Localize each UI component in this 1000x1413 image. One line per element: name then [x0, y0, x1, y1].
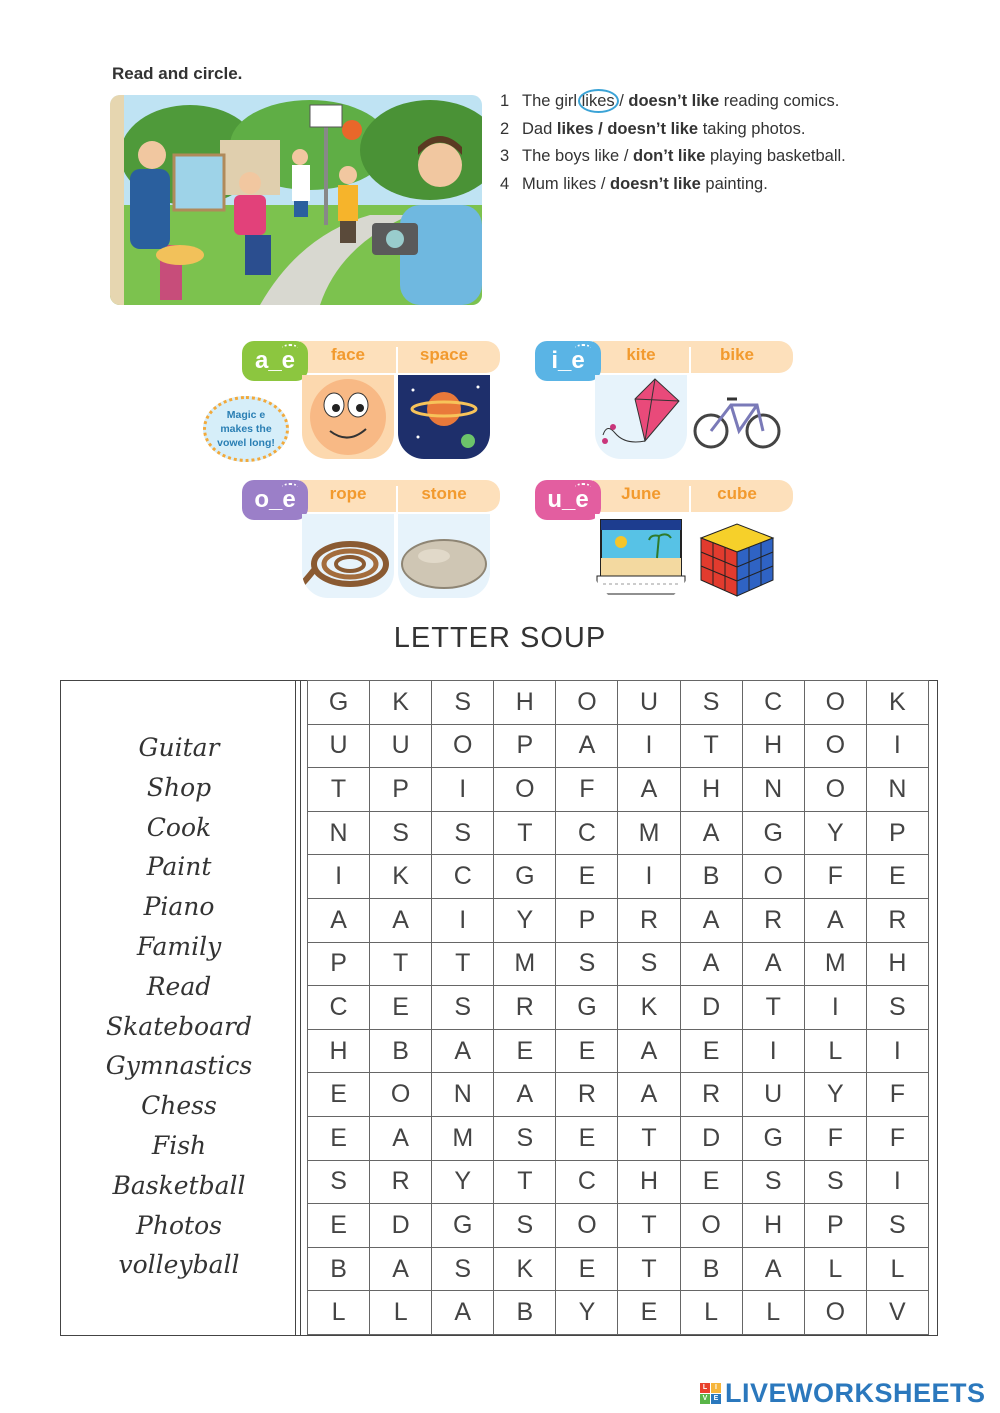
grid-cell[interactable]: L	[804, 1247, 866, 1291]
grid-cell[interactable]: O	[432, 724, 494, 768]
stone-picture	[398, 514, 490, 598]
grid-cell[interactable]: T	[494, 811, 556, 855]
grid-cell[interactable]: S	[494, 1116, 556, 1160]
grid-cell[interactable]: A	[494, 1073, 556, 1117]
grid-cell[interactable]: H	[680, 768, 742, 812]
badge-u-e: u_e	[535, 480, 601, 520]
choice-likes-2[interactable]: likes	[556, 119, 594, 138]
grid-cell[interactable]: E	[556, 855, 618, 899]
grid-cell[interactable]: I	[866, 1160, 928, 1204]
word-list-item: Fish	[151, 1130, 207, 1160]
grid-cell[interactable]: S	[556, 942, 618, 986]
grid-cell[interactable]: B	[680, 1247, 742, 1291]
grid-cell[interactable]: H	[308, 1029, 370, 1073]
grid-cell[interactable]: U	[308, 724, 370, 768]
word-list-item: Piano	[143, 892, 215, 922]
choice-like-3[interactable]: like	[594, 147, 620, 165]
grid-cell[interactable]: R	[618, 898, 680, 942]
magic-e-note: Magic e makes the vowel long!	[203, 396, 289, 462]
word-cube: cube	[717, 484, 757, 503]
grid-cell[interactable]: C	[432, 855, 494, 899]
word-bike: bike	[719, 345, 755, 364]
grid-cell[interactable]: I	[432, 768, 494, 812]
grid-cell[interactable]: V	[866, 1291, 928, 1335]
grid-cell[interactable]: S	[370, 811, 432, 855]
grid-cell[interactable]: I	[866, 724, 928, 768]
park-scene-illustration	[110, 95, 482, 305]
grid-cell[interactable]: T	[618, 1247, 680, 1291]
word-list-item: Gymnastics	[105, 1051, 253, 1081]
grid-cell[interactable]: F	[556, 768, 618, 812]
grid-cell[interactable]: S	[618, 942, 680, 986]
grid-cell[interactable]: R	[370, 1160, 432, 1204]
grid-cell[interactable]: N	[866, 768, 928, 812]
grid-cell[interactable]: S	[866, 986, 928, 1030]
grid-row	[308, 681, 929, 725]
grid-cell[interactable]: P	[804, 1204, 866, 1248]
grid-cell[interactable]: E	[556, 1247, 618, 1291]
choice-likes-4[interactable]: likes	[563, 174, 597, 193]
grid-cell[interactable]: D	[680, 1116, 742, 1160]
logo-block: I	[711, 1383, 721, 1393]
grid-cell[interactable]: E	[494, 1029, 556, 1073]
grid-cell[interactable]: Y	[556, 1291, 618, 1335]
grid-cell[interactable]: B	[680, 855, 742, 899]
grid-cell[interactable]: T	[370, 942, 432, 986]
grid-cell[interactable]: T	[742, 986, 804, 1030]
grid-cell[interactable]: L	[308, 1291, 370, 1335]
card-o-e	[242, 480, 500, 598]
word-list-item: Paint	[146, 852, 212, 882]
grid-cell[interactable]: S	[494, 1204, 556, 1248]
grid-cell[interactable]: E	[308, 1116, 370, 1160]
grid-cell[interactable]: L	[680, 1291, 742, 1335]
grid-cell[interactable]: K	[370, 681, 432, 725]
choice-likes-1[interactable]: likes	[581, 92, 615, 110]
word-kite: kite	[626, 345, 656, 364]
grid-cell[interactable]: I	[432, 898, 494, 942]
word-stone: stone	[421, 484, 467, 503]
grid-cell[interactable]: A	[618, 1029, 680, 1073]
grid-cell[interactable]: L	[866, 1247, 928, 1291]
word-list-item: Chess	[141, 1091, 217, 1121]
sentence-2: 2 Dad likes / doesn’t like taking photos.	[500, 119, 806, 138]
grid-cell[interactable]: I	[618, 724, 680, 768]
grid-cell[interactable]: C	[742, 681, 804, 725]
grid-row	[308, 1291, 929, 1335]
june-calendar-picture	[595, 514, 687, 598]
grid-cell[interactable]: A	[680, 811, 742, 855]
grid-cell[interactable]: O	[742, 855, 804, 899]
grid-cell[interactable]: E	[618, 1291, 680, 1335]
kite-picture	[595, 375, 687, 459]
rubiks-cube-picture	[691, 514, 783, 598]
grid-cell[interactable]: R	[742, 898, 804, 942]
word-list-item: volleyball	[118, 1250, 240, 1280]
logo-block: E	[711, 1394, 721, 1404]
grid-cell[interactable]: T	[618, 1204, 680, 1248]
grid-cell[interactable]: L	[370, 1291, 432, 1335]
grid-row	[308, 1204, 929, 1248]
rope-picture	[302, 514, 394, 598]
grid-cell[interactable]: A	[432, 1291, 494, 1335]
grid-cell[interactable]: A	[618, 1073, 680, 1117]
grid-cell[interactable]: N	[432, 1073, 494, 1117]
bike-picture	[691, 375, 783, 459]
badge-i-e: i_e	[535, 341, 601, 381]
grid-cell[interactable]: A	[556, 724, 618, 768]
grid-cell[interactable]: M	[618, 811, 680, 855]
grid-cell[interactable]: P	[556, 898, 618, 942]
grid-cell[interactable]: F	[804, 1116, 866, 1160]
grid-cell[interactable]: N	[742, 768, 804, 812]
word-list-item: Shop	[146, 772, 212, 802]
grid-cell[interactable]: M	[494, 942, 556, 986]
grid-cell[interactable]: S	[432, 1247, 494, 1291]
grid-cell[interactable]: E	[556, 1116, 618, 1160]
grid-cell[interactable]: E	[370, 986, 432, 1030]
grid-cell[interactable]: S	[742, 1160, 804, 1204]
grid-cell[interactable]: I	[866, 1029, 928, 1073]
grid-cell[interactable]: E	[680, 1029, 742, 1073]
grid-cell[interactable]: D	[370, 1204, 432, 1248]
instruction-heading: Read and circle.	[112, 64, 243, 83]
grid-row	[308, 898, 929, 942]
grid-cell[interactable]: B	[370, 1029, 432, 1073]
grid-row	[308, 768, 929, 812]
grid-row	[308, 942, 929, 986]
grid-cell[interactable]: H	[742, 724, 804, 768]
grid-cell[interactable]: U	[370, 724, 432, 768]
logo-blocks-icon	[700, 1383, 721, 1404]
grid-cell[interactable]: T	[494, 1160, 556, 1204]
grid-cell[interactable]: U	[742, 1073, 804, 1117]
grid-cell[interactable]: K	[494, 1247, 556, 1291]
grid-cell[interactable]: M	[804, 942, 866, 986]
choice-dont-like-3[interactable]: don’t like	[633, 147, 706, 165]
grid-cell[interactable]: L	[742, 1291, 804, 1335]
word-rope: rope	[329, 484, 367, 503]
grid-row	[308, 855, 929, 899]
grid-cell[interactable]: E	[680, 1160, 742, 1204]
face-picture	[302, 375, 394, 459]
grid-row	[308, 1073, 929, 1117]
space-picture	[398, 375, 490, 459]
grid-cell[interactable]: O	[804, 1291, 866, 1335]
grid-cell[interactable]: M	[432, 1116, 494, 1160]
grid-row	[308, 724, 929, 768]
grid-cell[interactable]: N	[308, 811, 370, 855]
grid-cell[interactable]: H	[494, 681, 556, 725]
sentence-1: 1 The girl likes / doesn’t like reading comics.	[500, 92, 840, 110]
word-list-item: Basketball	[112, 1170, 246, 1200]
grid-cell[interactable]: P	[494, 724, 556, 768]
grid-cell[interactable]: Y	[494, 898, 556, 942]
grid-cell[interactable]: O	[804, 724, 866, 768]
grid-cell[interactable]: I	[742, 1029, 804, 1073]
grid-cell[interactable]: B	[308, 1247, 370, 1291]
grid-cell[interactable]: E	[308, 1204, 370, 1248]
word-list-item: Family	[136, 931, 222, 961]
grid-cell[interactable]: P	[370, 768, 432, 812]
grid-cell[interactable]: D	[680, 986, 742, 1030]
card-i-e	[535, 341, 793, 459]
grid-cell[interactable]: S	[308, 1160, 370, 1204]
grid-cell[interactable]: S	[432, 681, 494, 725]
grid-cell[interactable]: C	[556, 1160, 618, 1204]
logo-block: V	[700, 1394, 710, 1404]
grid-cell[interactable]: F	[866, 1073, 928, 1117]
grid-cell[interactable]: K	[866, 681, 928, 725]
grid-cell[interactable]: C	[308, 986, 370, 1030]
grid-row	[308, 986, 929, 1030]
letter-soup-title: LETTER SOUP	[393, 622, 607, 654]
grid-cell[interactable]: S	[432, 811, 494, 855]
sentence-list	[500, 92, 960, 202]
grid-cell[interactable]: A	[804, 898, 866, 942]
grid-cell[interactable]: F	[804, 855, 866, 899]
word-list-item: Skateboard	[106, 1011, 252, 1041]
word-list-item: Guitar	[138, 733, 220, 762]
grid-cell[interactable]: A	[742, 1247, 804, 1291]
grid-cell[interactable]: K	[370, 855, 432, 899]
word-list-item: Cook	[146, 812, 212, 842]
word-list-item: Read	[146, 971, 212, 1001]
grid-row	[308, 1116, 929, 1160]
grid-cell[interactable]: G	[308, 681, 370, 725]
grid-cell[interactable]: F	[866, 1116, 928, 1160]
grid-row	[308, 1247, 929, 1291]
grid-cell[interactable]: O	[370, 1073, 432, 1117]
grid-cell[interactable]: K	[618, 986, 680, 1030]
grid-row	[308, 1160, 929, 1204]
choice-doesnt-like-4[interactable]: doesn’t like	[610, 174, 701, 193]
grid-cell[interactable]: Y	[432, 1160, 494, 1204]
badge-a-e: a_e	[242, 341, 308, 381]
grid-cell[interactable]: E	[556, 1029, 618, 1073]
grid-cell[interactable]: C	[556, 811, 618, 855]
grid-cell[interactable]: A	[618, 768, 680, 812]
grid-cell[interactable]: Y	[804, 811, 866, 855]
grid-cell[interactable]: O	[804, 681, 866, 725]
logo-block: L	[700, 1383, 710, 1393]
grid-cell[interactable]: A	[308, 898, 370, 942]
grid-cell[interactable]: A	[370, 1247, 432, 1291]
grid-row	[308, 1029, 929, 1073]
choice-doesnt-like-2[interactable]: doesn’t like	[607, 119, 699, 138]
grid-cell[interactable]: U	[618, 681, 680, 725]
sentence-3: 3 The boys like / don’t like playing basketball.	[500, 147, 846, 165]
grid-cell[interactable]: G	[742, 811, 804, 855]
grid-cell[interactable]: T	[618, 1116, 680, 1160]
grid-cell[interactable]: I	[618, 855, 680, 899]
grid-cell[interactable]: T	[680, 724, 742, 768]
grid-cell[interactable]: E	[308, 1073, 370, 1117]
grid-cell[interactable]: P	[866, 811, 928, 855]
grid-cell[interactable]: G	[556, 986, 618, 1030]
grid-cell[interactable]: T	[308, 768, 370, 812]
grid-cell[interactable]: P	[308, 942, 370, 986]
grid-cell[interactable]: Y	[804, 1073, 866, 1117]
liveworksheets-logo	[700, 1378, 986, 1408]
word-list-item: Photos	[136, 1210, 222, 1240]
grid-cell[interactable]: O	[556, 1204, 618, 1248]
grid-cell[interactable]: S	[804, 1160, 866, 1204]
grid-cell[interactable]: G	[432, 1204, 494, 1248]
grid-cell[interactable]: H	[866, 942, 928, 986]
grid-cell[interactable]: H	[618, 1160, 680, 1204]
choice-doesnt-like-1[interactable]: doesn’t like	[628, 92, 720, 110]
grid-cell[interactable]: O	[494, 768, 556, 812]
grid-cell[interactable]: E	[866, 855, 928, 899]
grid-cell[interactable]: A	[742, 942, 804, 986]
grid-cell[interactable]: I	[804, 986, 866, 1030]
grid-cell[interactable]: A	[370, 898, 432, 942]
grid-cell[interactable]: G	[494, 855, 556, 899]
letter-grid	[307, 680, 929, 1335]
grid-cell[interactable]: R	[556, 1073, 618, 1117]
grid-cell[interactable]: O	[804, 768, 866, 812]
sentence-4: 4 Mum likes / doesn’t like painting.	[500, 174, 768, 193]
grid-cell[interactable]: A	[680, 898, 742, 942]
grid-cell[interactable]: L	[804, 1029, 866, 1073]
grid-cell[interactable]: A	[370, 1116, 432, 1160]
grid-cell[interactable]: B	[494, 1291, 556, 1335]
badge-o-e: o_e	[242, 480, 308, 520]
grid-cell[interactable]: O	[556, 681, 618, 725]
grid-cell[interactable]: A	[680, 942, 742, 986]
word-list	[60, 728, 298, 1285]
grid-cell[interactable]: O	[680, 1204, 742, 1248]
grid-cell[interactable]: S	[432, 986, 494, 1030]
word-june: June	[621, 484, 661, 503]
grid-cell[interactable]: R	[866, 898, 928, 942]
grid-row	[308, 811, 929, 855]
grid-cell[interactable]: I	[308, 855, 370, 899]
word-face: face	[330, 345, 366, 364]
grid-cell[interactable]: S	[680, 681, 742, 725]
grid-cell[interactable]: R	[680, 1073, 742, 1117]
grid-cell[interactable]: G	[742, 1116, 804, 1160]
grid-cell[interactable]: S	[866, 1204, 928, 1248]
grid-cell[interactable]: T	[432, 942, 494, 986]
grid-cell[interactable]: R	[494, 986, 556, 1030]
word-space: space	[419, 345, 469, 364]
card-u-e	[535, 480, 793, 598]
logo-text: LIVEWORKSHEETS	[725, 1377, 986, 1408]
grid-cell[interactable]: H	[742, 1204, 804, 1248]
grid-cell[interactable]: A	[432, 1029, 494, 1073]
